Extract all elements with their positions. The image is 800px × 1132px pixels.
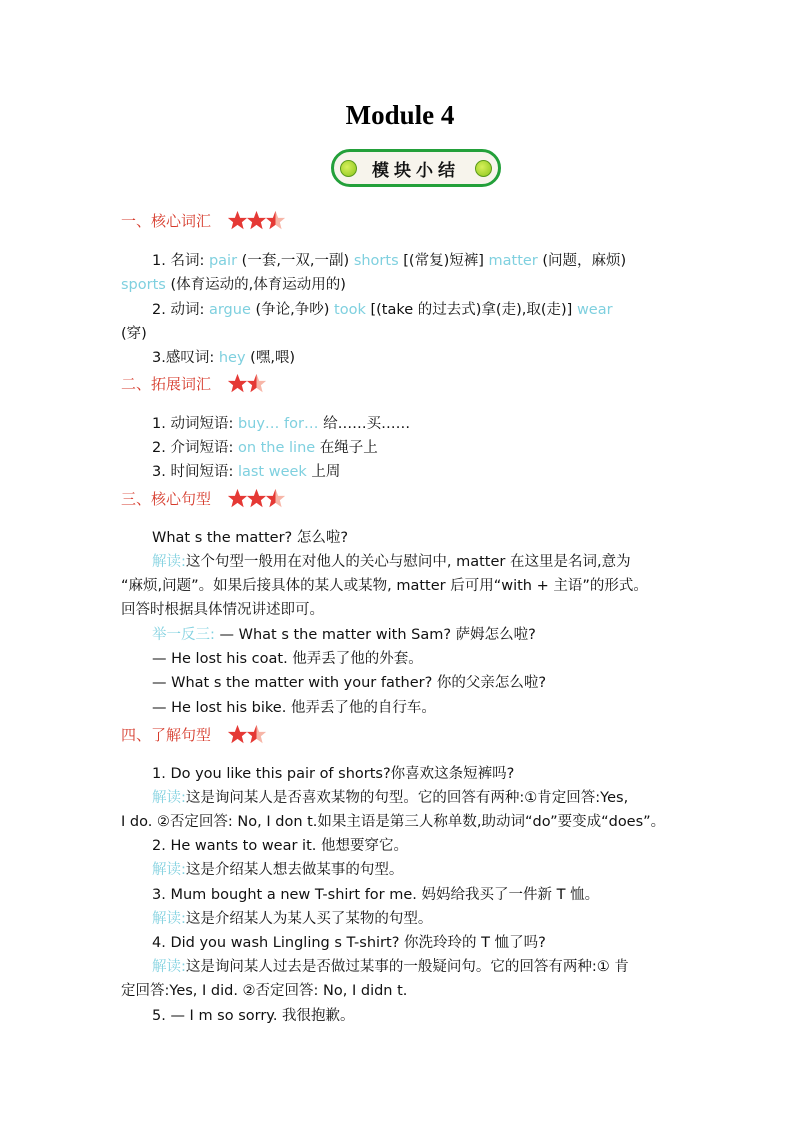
rating-stars (227, 373, 265, 394)
section-heading-core-vocab: 一、核心词汇 (121, 210, 284, 231)
know-sentence-3: 3. Mum bought a new T-shirt for me. 妈妈给我买了一件新 T 恤。 (152, 887, 600, 903)
half-star-icon (246, 724, 267, 745)
vocab-line-interjection: 3.感叹词: hey (嘿,喂) (152, 350, 296, 366)
know-explanation-1: 解读:这是询问某人是否喜欢某物的句型。它的回答有两种:①肯定回答:Yes, (152, 790, 629, 806)
core-explanation-line1: 解读:这个句型一般用在对他人的关心与慰问中, matter 在这里是名词,意为 (152, 554, 631, 570)
page-title: Module 4 (345, 100, 455, 130)
star-icon (227, 724, 248, 745)
section-heading-core-sentences: 三、核心句型 (121, 488, 284, 509)
ext-line-verb-phrase: 1. 动词短语: buy… for… 给……买…… (152, 416, 411, 432)
badge-label: 模块小结 (372, 160, 460, 181)
vocab-line-sports: sports (体育运动的,体育运动用的) (121, 277, 346, 293)
vocab-line-verbs: 2. 动词: argue (争论,争吵) took [(take 的过去式)拿(走),取(走)] wear (152, 302, 613, 318)
core-explanation-line2: “麻烦,问题”。如果后接具体的某人或某物, matter 后可用“with + 主语”的形式。 (121, 578, 648, 594)
know-sentence-1: 1. Do you like this pair of shorts?你喜欢这条短裤吗? (152, 766, 515, 782)
know-explanation-4b: 定回答:Yes, I did. ②否定回答: No, I didn t. (121, 983, 408, 999)
section-heading-ext-vocab: 二、拓展词汇 (121, 373, 265, 394)
green-dot-icon (475, 160, 492, 177)
rating-stars (227, 488, 284, 509)
core-example-line3: — What s the matter with your father? 你的父亲怎么啦? (152, 675, 547, 691)
know-sentence-5: 5. — I m so sorry. 我很抱歉。 (152, 1008, 355, 1024)
green-dot-icon (340, 160, 357, 177)
know-sentence-2: 2. He wants to wear it. 他想要穿它。 (152, 838, 408, 854)
know-sentence-4: 4. Did you wash Lingling s T-shirt? 你洗玲玲的 T 恤了吗? (152, 935, 546, 951)
know-explanation-2: 解读:这是介绍某人想去做某事的句型。 (152, 862, 404, 878)
vocab-line-nouns: 1. 名词: pair (一套,一双,一副) shorts [(常复)短裤] matter (问题，麻烦) (152, 253, 627, 269)
ext-line-prep-phrase: 2. 介词短语: on the line 在绳子上 (152, 440, 378, 456)
star-icon (246, 210, 267, 231)
star-icon (246, 488, 267, 509)
core-example-line2: — He lost his coat. 他弄丢了他的外套。 (152, 651, 423, 667)
core-example-line4: — He lost his bike. 他弄丢了他的自行车。 (152, 700, 436, 716)
star-icon (227, 488, 248, 509)
core-example-line1: 举一反三: — What s the matter with Sam? 萨姆怎么啦? (152, 627, 536, 643)
know-explanation-3: 解读:这是介绍某人为某人买了某物的句型。 (152, 911, 433, 927)
rating-stars (227, 724, 265, 745)
half-star-icon (246, 373, 267, 394)
rating-stars (227, 210, 284, 231)
core-explanation-line3: 回答时根据具体情况讲述即可。 (121, 602, 324, 618)
know-explanation-1b: I do. ②否定回答: No, I don t.如果主语是第三人称单数,助动词“do”要变成“does”。 (121, 814, 666, 830)
know-explanation-4: 解读:这是询问某人过去是否做过某事的一般疑问句。它的回答有两种:① 肯 (152, 959, 629, 975)
vocab-line-wear-meaning: (穿) (121, 326, 147, 342)
star-icon (227, 373, 248, 394)
half-star-icon (265, 488, 286, 509)
star-icon (227, 210, 248, 231)
section-heading-know-sentences: 四、了解句型 (121, 724, 265, 745)
half-star-icon (265, 210, 286, 231)
core-sentence: What s the matter? 怎么啦? (152, 530, 349, 546)
module-summary-badge (331, 149, 501, 187)
ext-line-time-phrase: 3. 时间短语: last week 上周 (152, 464, 341, 480)
